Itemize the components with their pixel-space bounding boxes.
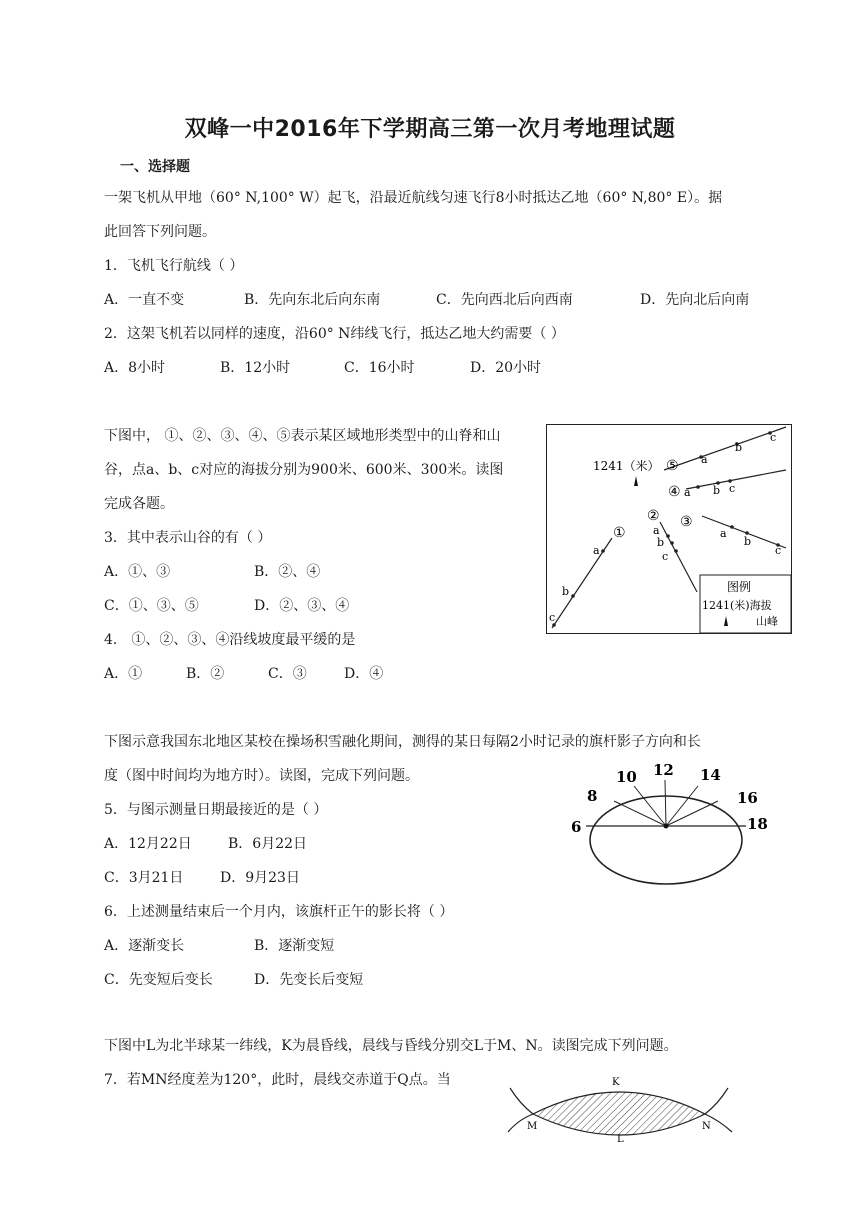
legend-line-2: 山峰: [756, 615, 778, 628]
question-7-stem: 7．若MN经度差为120°，此时，晨线交赤道于Q点。当: [104, 1072, 451, 1088]
question-1-option-b[interactable]: B．先向东北后向东南: [244, 292, 381, 308]
question-4-option-b[interactable]: B．②: [186, 666, 225, 682]
shadow-figure: [566, 758, 772, 886]
line-1-label: ①: [613, 525, 626, 541]
question-3-option-b[interactable]: B．②、④: [254, 564, 321, 580]
hour-label-6: 6: [571, 818, 582, 836]
lune-figure: [500, 1076, 740, 1146]
question-2-option-d[interactable]: D．20小时: [470, 360, 542, 376]
hour-label-18: 18: [747, 815, 768, 833]
intro-4-line-1: 下图中L为北半球某一纬线，K为晨昏线，晨线与昏线分别交L于M、N。读图完成下列问题。: [104, 1038, 678, 1054]
question-5-stem: 5．与图示测量日期最接近的是（ ）: [104, 802, 328, 818]
question-2-stem: 2．这架飞机若以同样的速度，沿60° N纬线飞行，抵达乙地大约需要（ ）: [104, 326, 565, 342]
line-1-point-c: c: [549, 611, 556, 624]
line-5-label: ⑤: [666, 458, 679, 474]
line-3-label: ③: [680, 514, 693, 530]
lune-label-k: K: [612, 1077, 620, 1088]
intro-2-line-2: 谷，点a、b、c对应的海拔分别为900米、600米、300米。读图: [104, 462, 504, 478]
intro-2-line-1: 下图中， ①、②、③、④、⑤表示某区域地形类型中的山脊和山: [104, 428, 501, 444]
question-3-stem: 3．其中表示山谷的有（ ）: [104, 530, 272, 546]
question-6-option-d[interactable]: D．先变长后变短: [254, 972, 364, 988]
intro-2-line-3: 完成各题。: [104, 496, 174, 512]
question-6-stem: 6．上述测量结束后一个月内，该旗杆正午的影长将（ ）: [104, 904, 454, 920]
line-4-point-b: b: [713, 484, 721, 497]
question-4-option-c[interactable]: C．③: [268, 666, 307, 682]
intro-3-line-1: 下图示意我国东北地区某校在操场积雪融化期间，测得的某日每隔2小时记录的旗杆影子方向和长: [104, 734, 701, 750]
hour-label-12: 12: [653, 761, 674, 779]
hour-label-8: 8: [587, 787, 598, 805]
line-3-point-b: b: [744, 535, 752, 548]
question-3-option-d[interactable]: D．②、③、④: [254, 598, 350, 614]
question-1-option-a[interactable]: A．一直不变: [104, 292, 185, 308]
line-4-label: ④: [668, 484, 681, 500]
line-3-point-a: a: [720, 527, 727, 540]
question-1-option-d[interactable]: D．先向北后向南: [640, 292, 750, 308]
intro-1-line-1: 一架飞机从甲地（60° N,100° W）起飞，沿最近航线匀速飞行8小时抵达乙地（60° N,80° E）。据: [104, 190, 723, 206]
question-1-option-c[interactable]: C．先向西北后向西南: [436, 292, 573, 308]
legend-line-1: 1241(米)海拔: [702, 599, 772, 612]
question-2-option-b[interactable]: B．12小时: [220, 360, 291, 376]
hour-label-16: 16: [737, 789, 758, 807]
line-2-point-c: c: [662, 550, 669, 563]
intro-3-line-2: 度（图中时间均为地方时）。读图，完成下列问题。: [104, 768, 419, 784]
intro-1-line-2: 此回答下列问题。: [104, 224, 216, 240]
page-title: 双峰一中2016年下学期高三第一次月考地理试题: [184, 117, 676, 142]
question-2-option-a[interactable]: A．8小时: [104, 360, 166, 376]
line-1-point-a: a: [593, 544, 600, 557]
hour-label-14: 14: [700, 766, 721, 784]
line-3-point-c: c: [775, 544, 782, 557]
line-2-point-b: b: [657, 536, 665, 549]
lune-label-m: M: [527, 1121, 538, 1132]
question-3-option-a[interactable]: A．①、③: [104, 564, 171, 580]
question-6-option-b[interactable]: B．逐渐变短: [254, 938, 335, 954]
question-6-option-a[interactable]: A．逐渐变长: [104, 938, 185, 954]
legend-title: 图例: [727, 580, 752, 594]
question-6-option-c[interactable]: C．先变短后变长: [104, 972, 213, 988]
question-5-option-d[interactable]: D．9月23日: [220, 870, 300, 886]
question-5-option-b[interactable]: B．6月22日: [228, 836, 308, 852]
question-5-option-a[interactable]: A．12月22日: [104, 836, 192, 852]
line-5-point-b: b: [735, 441, 743, 454]
section-heading: 一、选择题: [120, 159, 190, 175]
line-4-point-c: c: [729, 482, 736, 495]
line-2-point-a: a: [653, 524, 660, 537]
line-5-point-a: a: [701, 453, 708, 466]
line-1-point-b: b: [562, 585, 570, 598]
terrain-figure: [546, 424, 792, 634]
lune-label-l: L: [617, 1134, 624, 1145]
hour-label-10: 10: [616, 768, 637, 786]
line-2-label: ②: [647, 508, 660, 524]
question-4-option-d[interactable]: D．④: [344, 666, 384, 682]
line-5-point-c: c: [770, 431, 777, 444]
lune-label-n: N: [702, 1121, 711, 1132]
question-4-option-a[interactable]: A．①: [104, 666, 143, 682]
question-2-option-c[interactable]: C．16小时: [344, 360, 415, 376]
question-1-stem: 1．飞机飞行航线（ ）: [104, 258, 244, 274]
line-4-point-a: a: [684, 486, 691, 499]
question-3-option-c[interactable]: C．①、③、⑤: [104, 598, 199, 614]
question-5-option-c[interactable]: C．3月21日: [104, 870, 184, 886]
peak-label: 1241（米）: [593, 459, 660, 473]
question-4-stem: 4． ①、②、③、④沿线坡度最平缓的是: [104, 632, 356, 648]
